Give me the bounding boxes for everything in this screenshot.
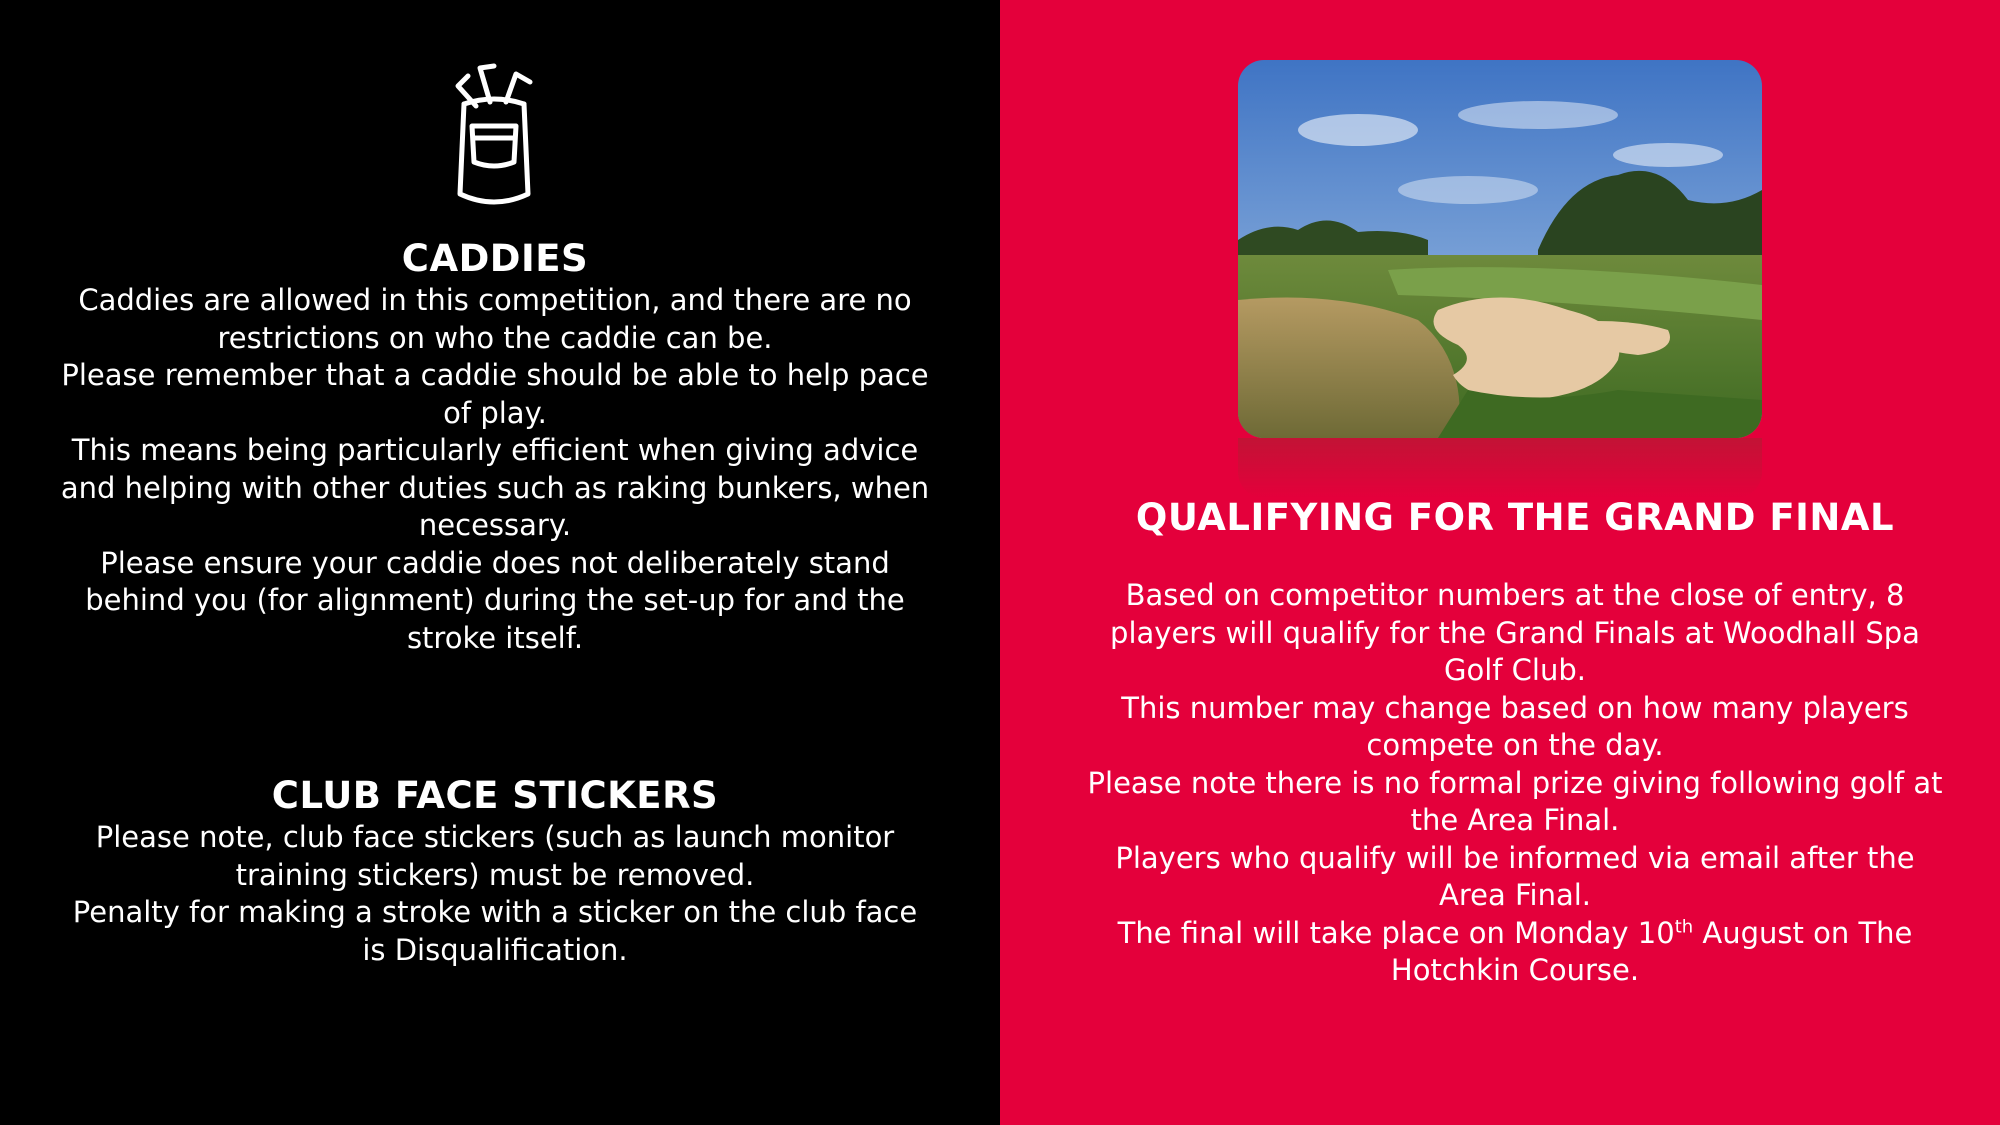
qualifying-section	[1080, 495, 1950, 990]
stickers-line-2: Penalty for making a stroke with a sticker on the club face is Disqualification.	[72, 895, 918, 967]
stickers-line-1: Please note, club face stickers (such as launch monitor training stickers) must be removed.	[95, 820, 895, 892]
caddies-line-3: This means being particularly efficient when giving advice and helping with other duties such as raking bunkers, when necessary.	[60, 433, 930, 542]
qualifying-final-line	[1080, 915, 1950, 990]
final-line-ordinal: th	[1674, 915, 1694, 937]
qualifying-line-2: This number may change based on how many players compete on the day.	[1121, 690, 1909, 762]
stickers-heading: CLUB FACE STICKERS	[271, 774, 719, 817]
qualifying-line-3: Please note there is no formal prize giving following golf at the Area Final.	[1087, 765, 1943, 837]
qualifying-heading: QUALIFYING FOR THE GRAND FINAL	[1135, 496, 1895, 539]
caddies-line-1: Caddies are allowed in this competition, and there are no restrictions on who the caddie can be.	[78, 283, 912, 355]
final-line-start: The final will take place on Monday 10	[1117, 915, 1675, 950]
caddies-heading: CADDIES	[401, 237, 589, 280]
caddies-line-2: Please remember that a caddie should be able to help pace of play.	[61, 358, 929, 430]
golf-course-photo	[1238, 60, 1762, 438]
qualifying-line-4: Players who qualify will be informed via email after the Area Final.	[1115, 840, 1915, 912]
qualifying-line-1: Based on competitor numbers at the close of entry, 8 players will qualify for the Grand Finals at Woodhall Spa Golf Club.	[1110, 578, 1920, 687]
golf-bag-icon	[450, 62, 538, 210]
caddies-section	[60, 236, 930, 657]
caddies-line-4: Please ensure your caddie does not deliberately stand behind you (for alignment) during the set-up for and the stroke itself.	[85, 545, 905, 655]
photo-reflection	[1238, 438, 1762, 498]
club-face-stickers-section	[60, 773, 930, 969]
final-line-end: August on The Hotchkin Course.	[1390, 915, 1913, 987]
